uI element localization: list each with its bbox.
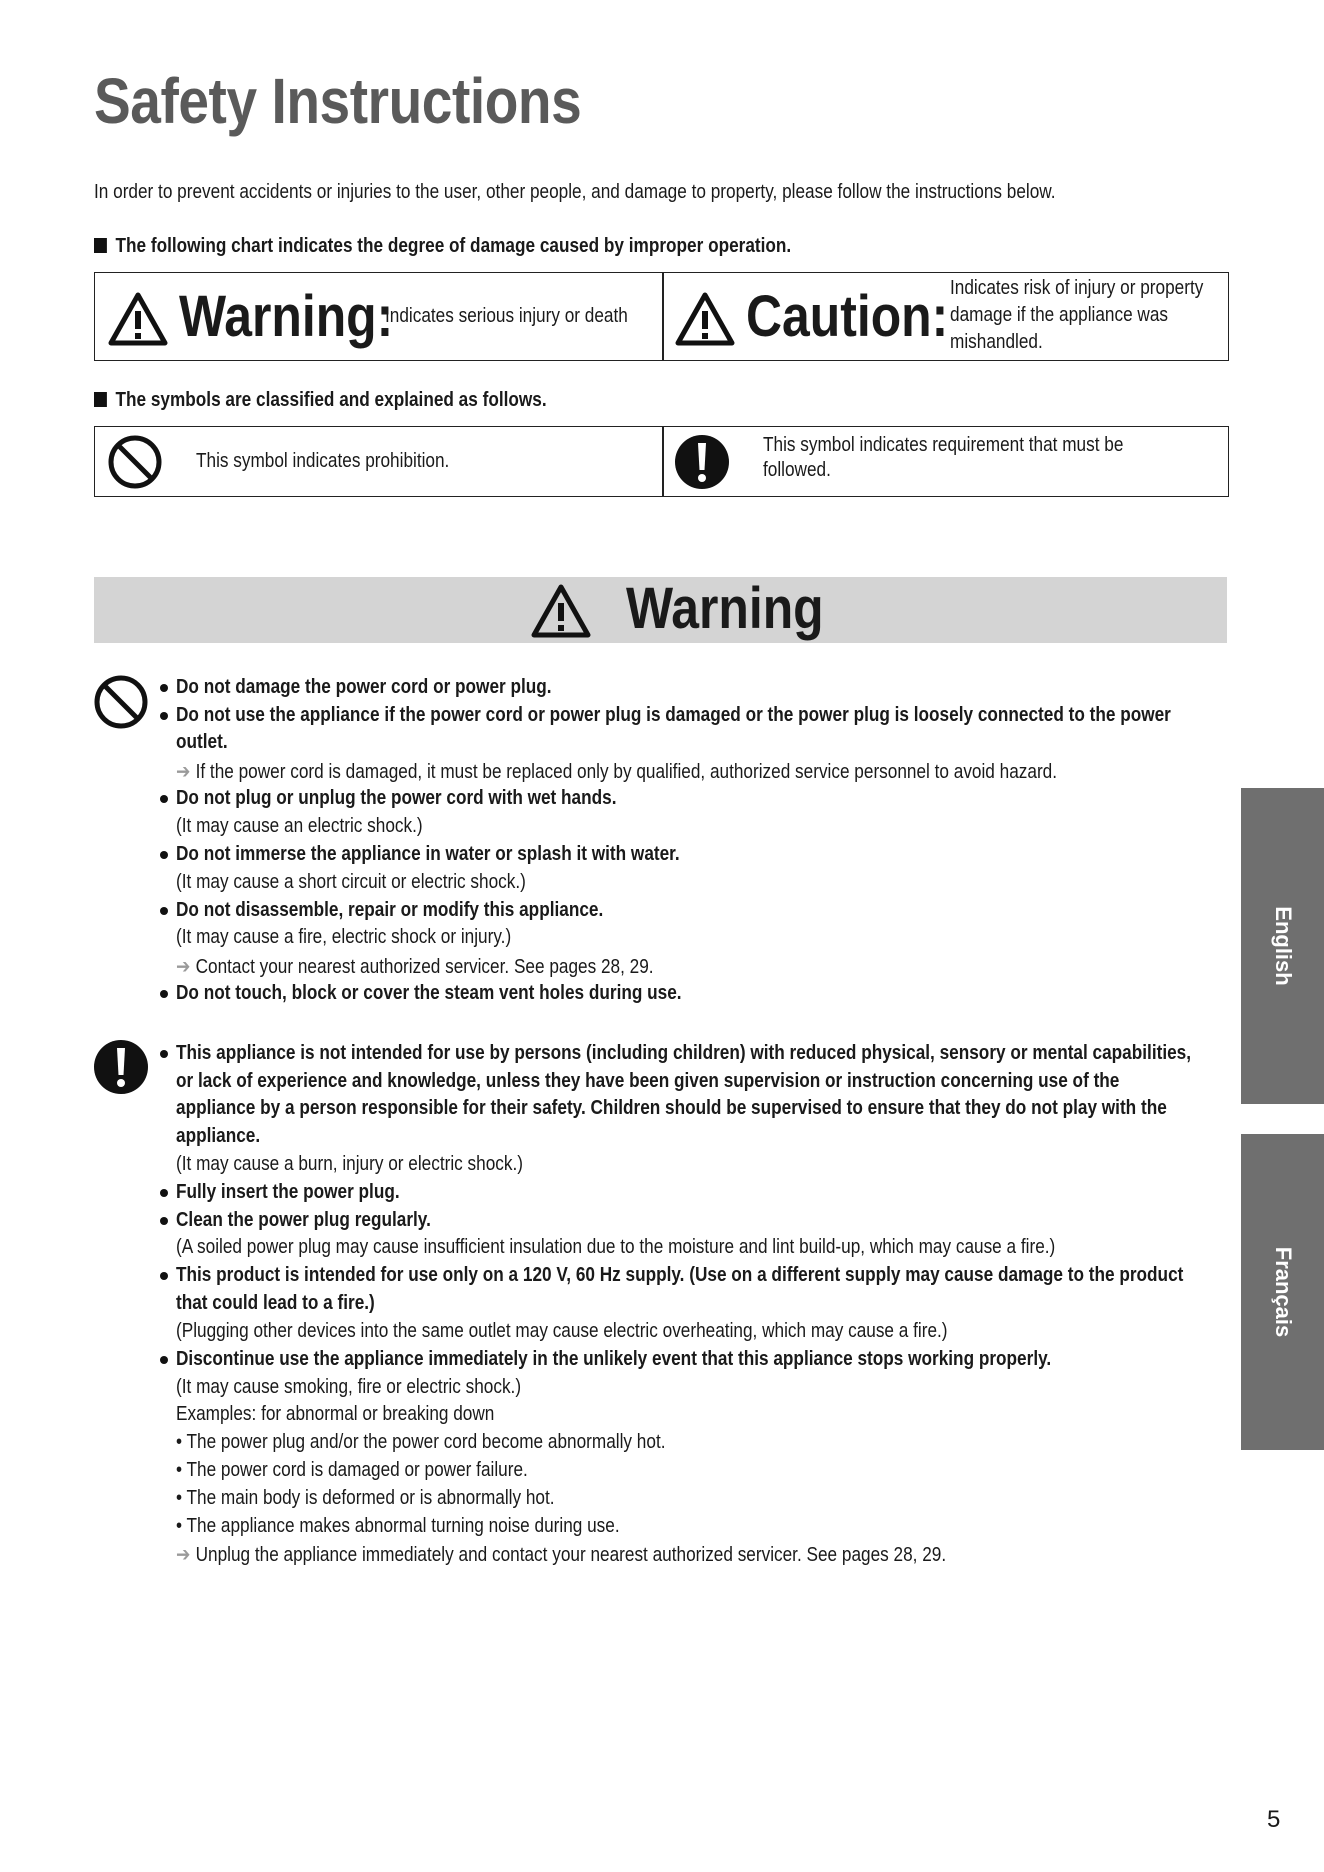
list-note-text: Unplug the appliance immediately and contact your nearest authorized servicer. See pages 28, 29. — [195, 1544, 947, 1566]
warning-triangle-icon — [107, 291, 169, 347]
arrow-right-icon: ➔ — [176, 1544, 191, 1566]
list-item: Do not plug or unplug the power cord with wet hands. — [176, 787, 617, 809]
caution-desc-line: mishandled. — [950, 331, 1043, 353]
list-item: This appliance is not intended for use by persons (including children) with reduced physical, sensory or mental capabilities, — [176, 1042, 1192, 1064]
list-note-text: Contact your nearest authorized servicer. See pages 28, 29. — [195, 956, 654, 978]
list-note: (It may cause a burn, injury or electric shock.) — [176, 1153, 523, 1175]
example-item: • The main body is deformed or is abnormally hot. — [176, 1487, 555, 1509]
arrow-right-icon: ➔ — [176, 956, 191, 978]
caution-label: Caution: — [746, 284, 949, 349]
example-item: • The appliance makes abnormal turning noise during use. — [176, 1515, 620, 1537]
list-note: (It may cause a short circuit or electric shock.) — [176, 871, 526, 893]
list-note: (Plugging other devices into the same outlet may cause electric overheating, which may cause a fire.) — [176, 1320, 948, 1342]
list-item: Do not damage the power cord or power plug. — [176, 676, 552, 698]
prohibition-icon — [93, 674, 149, 730]
bullet-dot — [160, 1356, 168, 1364]
bullet-dot — [160, 1217, 168, 1225]
list-item: Fully insert the power plug. — [176, 1181, 400, 1203]
list-note: (It may cause an electric shock.) — [176, 815, 423, 837]
bullet-dot — [160, 795, 168, 803]
example-item-text: The power cord is damaged or power failure. — [186, 1459, 528, 1481]
bullet-dot — [160, 907, 168, 915]
box-divider — [662, 273, 664, 360]
bullet-dot — [160, 684, 168, 692]
chart-heading — [94, 235, 791, 258]
list-item-continued: appliance by a person responsible for their safety. Children should be supervised to ensure that they do not play with the — [176, 1097, 1167, 1119]
list-note — [176, 1542, 946, 1567]
box-divider — [662, 427, 664, 496]
example-item: • The power plug and/or the power cord become abnormally hot. — [176, 1431, 666, 1453]
list-item-continued: appliance. — [176, 1125, 261, 1147]
caution-desc-line: Indicates risk of injury or property — [950, 277, 1204, 299]
warning-section-header — [94, 577, 1227, 643]
mandatory-icon — [674, 434, 730, 490]
bullet-dot — [160, 990, 168, 998]
bullet-dot — [160, 712, 168, 720]
example-item-text: The appliance makes abnormal turning noise during use. — [186, 1515, 620, 1537]
example-item-text: The power plug and/or the power cord become abnormally hot. — [186, 1431, 666, 1453]
requirement-desc-line: followed. — [763, 459, 831, 481]
tab-francais-label: Français — [1270, 1246, 1296, 1338]
example-item-text: The main body is deformed or is abnormally hot. — [186, 1487, 555, 1509]
caution-description — [950, 275, 1203, 356]
mandatory-icon — [93, 1039, 149, 1095]
caution-triangle-icon — [674, 291, 736, 347]
square-bullet-icon — [94, 238, 107, 253]
prohibition-icon — [107, 434, 163, 490]
list-note — [176, 759, 1057, 784]
list-note: (A soiled power plug may cause insufficient insulation due to the moisture and lint build-up, which may cause a fire.) — [176, 1236, 1056, 1258]
list-item: Do not use the appliance if the power cord or power plug is damaged or the power plug is loosely connected to the power — [176, 704, 1171, 726]
list-item-continued: that could lead to a fire.) — [176, 1292, 375, 1314]
requirement-description — [763, 433, 1123, 483]
bullet-dot — [160, 1189, 168, 1197]
bullet-dot — [160, 1050, 168, 1058]
tab-english-label: English — [1270, 906, 1296, 986]
list-note: (It may cause smoking, fire or electric shock.) — [176, 1376, 522, 1398]
warning-section-title: Warning — [626, 576, 824, 641]
symbols-box — [94, 426, 1229, 497]
arrow-right-icon: ➔ — [176, 761, 191, 783]
caution-desc-line: damage if the appliance was — [950, 304, 1169, 326]
warning-label: Warning: — [179, 284, 394, 349]
warning-description: Indicates serious injury or death — [385, 305, 628, 327]
list-item: Clean the power plug regularly. — [176, 1209, 431, 1231]
examples-label: Examples: for abnormal or breaking down — [176, 1403, 495, 1425]
list-item: This product is intended for use only on a 120 V, 60 Hz supply. (Use on a different supply may cause damage to the product — [176, 1264, 1184, 1286]
list-item-continued: outlet. — [176, 731, 228, 753]
list-note — [176, 954, 654, 979]
square-bullet-icon — [94, 392, 107, 407]
page-title: Safety Instructions — [94, 65, 582, 137]
prohibition-description: This symbol indicates prohibition. — [196, 450, 450, 472]
list-item-continued: or lack of experience and knowledge, unless they have been given supervision or instruction concerning use of the — [176, 1070, 1120, 1092]
symbols-heading — [94, 389, 547, 412]
requirement-desc-line: This symbol indicates requirement that must be — [763, 434, 1124, 456]
intro-text: In order to prevent accidents or injuries to the user, other people, and damage to property, please follow the instructions below. — [94, 181, 1056, 203]
bullet-dot — [160, 1272, 168, 1280]
list-note-text: If the power cord is damaged, it must be replaced only by qualified, authorized service personnel to avoid hazard. — [195, 761, 1058, 783]
list-item: Do not disassemble, repair or modify this appliance. — [176, 899, 604, 921]
example-item: • The power cord is damaged or power failure. — [176, 1459, 528, 1481]
list-note: (It may cause a fire, electric shock or injury.) — [176, 926, 512, 948]
page-number: 5 — [1267, 1806, 1281, 1833]
tab-francais[interactable] — [1241, 1134, 1324, 1450]
list-item: Discontinue use the appliance immediately in the unlikely event that this appliance stops working properly. — [176, 1348, 1052, 1370]
tab-english[interactable] — [1241, 788, 1324, 1104]
bullet-dot — [160, 851, 168, 859]
list-item: Do not immerse the appliance in water or splash it with water. — [176, 843, 680, 865]
warning-triangle-icon — [530, 583, 592, 639]
chart-heading-text: The following chart indicates the degree of damage caused by improper operation. — [115, 235, 792, 257]
list-item: Do not touch, block or cover the steam vent holes during use. — [176, 982, 682, 1004]
severity-chart-box — [94, 272, 1229, 361]
symbols-heading-text: The symbols are classified and explained as follows. — [115, 389, 547, 411]
